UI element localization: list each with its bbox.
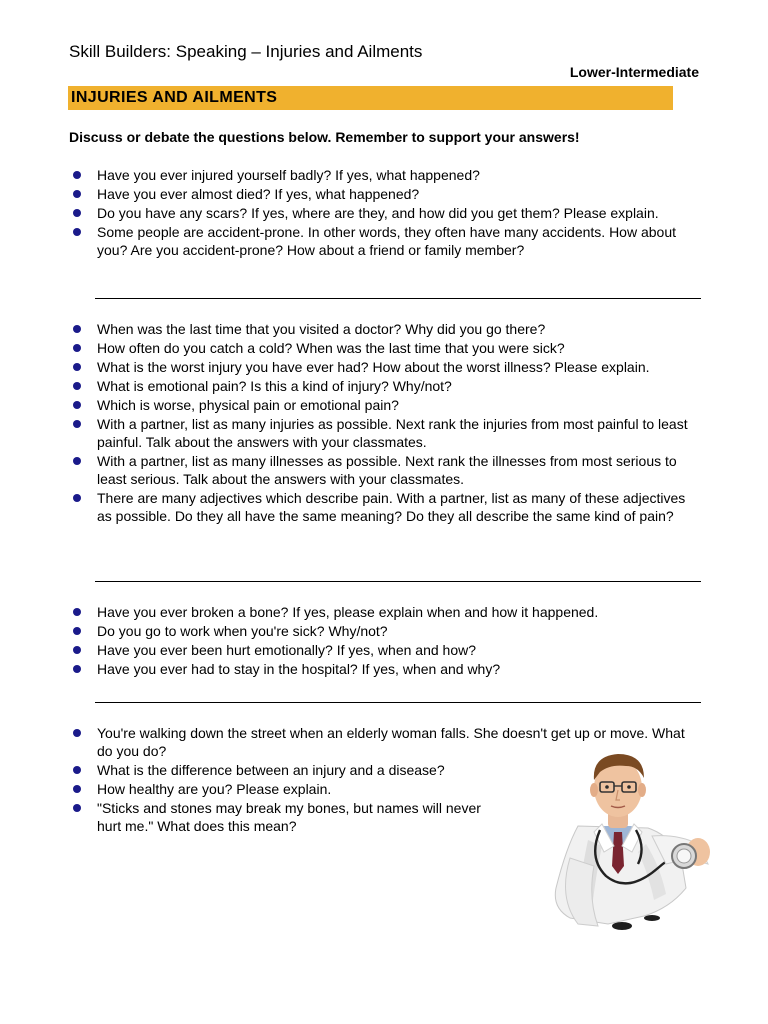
question-text: How often do you catch a cold? When was the last time that you were sick? xyxy=(97,340,565,356)
section-divider xyxy=(95,298,701,299)
bullet-icon xyxy=(73,363,81,371)
section-divider xyxy=(95,581,701,582)
question-text: With a partner, list as many injuries as possible. Next rank the injuries from most painful to least painful. Talk about the answers with your classmates. xyxy=(97,416,688,450)
question-text: How healthy are you? Please explain. xyxy=(97,781,332,797)
question-item xyxy=(71,204,711,222)
question-item xyxy=(71,358,711,376)
section-heading: INJURIES AND AILMENTS xyxy=(71,89,278,106)
bullet-icon xyxy=(73,344,81,352)
question-group-2 xyxy=(71,320,711,526)
bullet-icon xyxy=(73,325,81,333)
question-item xyxy=(71,415,711,451)
question-text: Have you ever had to stay in the hospital? If yes, when and why? xyxy=(97,661,501,677)
question-item xyxy=(71,660,711,678)
question-text: What is the difference between an injury and a disease? xyxy=(97,762,445,778)
bullet-icon xyxy=(73,494,81,502)
question-item xyxy=(71,223,711,259)
bullet-icon xyxy=(73,785,81,793)
bullet-icon xyxy=(73,209,81,217)
question-text: Have you ever almost died? If yes, what happened? xyxy=(97,186,420,202)
question-group-1 xyxy=(71,166,711,260)
bullet-icon xyxy=(73,665,81,673)
page-title: Skill Builders: Speaking – Injuries and Ailments xyxy=(69,42,423,61)
bullet-icon xyxy=(73,729,81,737)
bullet-icon xyxy=(73,457,81,465)
question-text: When was the last time that you visited a doctor? Why did you go there? xyxy=(97,321,546,337)
question-group-3 xyxy=(71,603,711,679)
question-item xyxy=(71,339,711,357)
section-banner xyxy=(68,86,673,110)
bullet-icon xyxy=(73,171,81,179)
question-item xyxy=(71,452,711,488)
question-item xyxy=(71,396,711,414)
question-item xyxy=(71,185,711,203)
question-text: What is the worst injury you have ever had? How about the worst illness? Please explain. xyxy=(97,359,650,375)
question-text: Some people are accident-prone. In other words, they often have many accidents. How about you? Are you accident-prone? How about a friend or family member? xyxy=(97,224,677,258)
instructions-text: Discuss or debate the questions below. Remember to support your answers! xyxy=(69,129,580,145)
question-text: Have you ever been hurt emotionally? If yes, when and how? xyxy=(97,642,477,658)
bullet-icon xyxy=(73,228,81,236)
bullet-icon xyxy=(73,190,81,198)
question-text: There are many adjectives which describe pain. With a partner, list as many of these adjectives as possible. Do they all have the same meaning? Do they all describe the same kind of pain? xyxy=(97,490,686,524)
bullet-icon xyxy=(73,766,81,774)
question-item xyxy=(71,622,711,640)
doctor-with-stethoscope-icon xyxy=(548,748,724,932)
question-item xyxy=(71,641,711,659)
bullet-icon xyxy=(73,627,81,635)
bullet-icon xyxy=(73,382,81,390)
question-text: Which is worse, physical pain or emotional pain? xyxy=(97,397,399,413)
question-item xyxy=(71,377,711,395)
question-text: Do you go to work when you're sick? Why/not? xyxy=(97,623,388,639)
question-text: Have you ever injured yourself badly? If yes, what happened? xyxy=(97,167,480,183)
question-item xyxy=(71,603,711,621)
level-label: Lower-Intermediate xyxy=(569,64,699,80)
question-text: What is emotional pain? Is this a kind of injury? Why/not? xyxy=(97,378,452,394)
bullet-icon xyxy=(73,646,81,654)
bullet-icon xyxy=(73,420,81,428)
question-text: Do you have any scars? If yes, where are they, and how did you get them? Please explain. xyxy=(97,205,659,221)
question-item xyxy=(71,320,711,338)
question-text: You're walking down the street when an elderly woman falls. She doesn't get up or move. What do you do? xyxy=(97,725,685,759)
question-item xyxy=(71,489,711,525)
question-text: "Sticks and stones may break my bones, but names will never hurt me." What does this mean? xyxy=(97,800,481,834)
question-item xyxy=(71,166,711,184)
question-text: Have you ever broken a bone? If yes, please explain when and how it happened. xyxy=(97,604,599,620)
section-divider xyxy=(95,702,701,703)
bullet-icon xyxy=(73,401,81,409)
question-text: With a partner, list as many illnesses as possible. Next rank the illnesses from most serious to least serious. Talk about the answers with your classmates. xyxy=(97,453,677,487)
bullet-icon xyxy=(73,608,81,616)
bullet-icon xyxy=(73,804,81,812)
